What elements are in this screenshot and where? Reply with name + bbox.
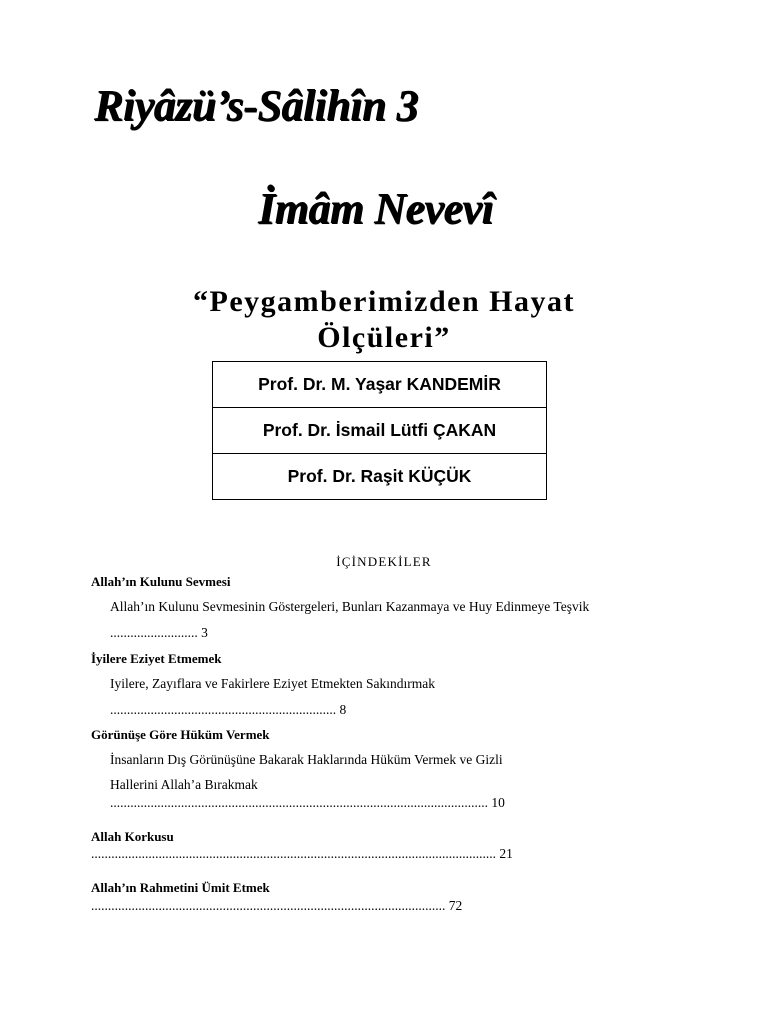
toc-section-title: Allah’ın Rahmetini Ümit Etmek	[91, 880, 270, 895]
toc-section-text: Allah’ın Kulunu Sevmesinin Göstergeleri, Bunları Kazanmaya ve Huy Edinmeye Teşvik	[110, 599, 590, 614]
toc-page-leader: ......................................................................................................... 72	[91, 898, 463, 913]
translator-1: Prof. Dr. M. Yaşar KANDEMİR	[258, 374, 501, 394]
book-subtitle	[100, 284, 668, 356]
toc-section-title: Görünüşe Göre Hüküm Vermek	[91, 727, 270, 742]
toc-section-title: Allah Korkusu	[91, 829, 174, 844]
book-title: Riyâzü’s-Sâlihîn 3	[94, 81, 418, 130]
toc-section-title: İyilere Eziyet Etmemek	[91, 651, 222, 666]
toc-section-title: Allah’ın Kulunu Sevmesi	[91, 574, 231, 589]
translator-2: Prof. Dr. İsmail Lütfi ÇAKAN	[213, 407, 546, 453]
translators-table	[212, 361, 547, 500]
toc-section-text: Hallerini Allah’a Bırakmak	[110, 777, 258, 792]
translator-3: Prof. Dr. Raşit KÜÇÜK	[213, 453, 546, 499]
toc-section-text: Iyilere, Zayıflara ve Fakirlere Eziyet Etmekten Sakındırmak	[110, 676, 435, 691]
subtitle-line-2: Ölçüleri”	[317, 321, 451, 354]
toc-page-leader: ........................................................................................................................ 21	[91, 846, 513, 861]
toc-page-leader: ................................................................................................................ 10	[110, 795, 505, 810]
toc-section-text: İnsanların Dış Görünüşüne Bakarak Haklarında Hüküm Vermek ve Gizli	[110, 752, 503, 767]
toc-page-leader: .......................... 3	[110, 625, 208, 640]
toc-heading: İÇİNDEKİLER	[336, 554, 432, 569]
subtitle-line-1: “Peygamberimizden Hayat	[193, 285, 575, 318]
toc-page-leader: ................................................................... 8	[110, 702, 347, 717]
author-name: İmâm Nevevî	[258, 184, 494, 233]
